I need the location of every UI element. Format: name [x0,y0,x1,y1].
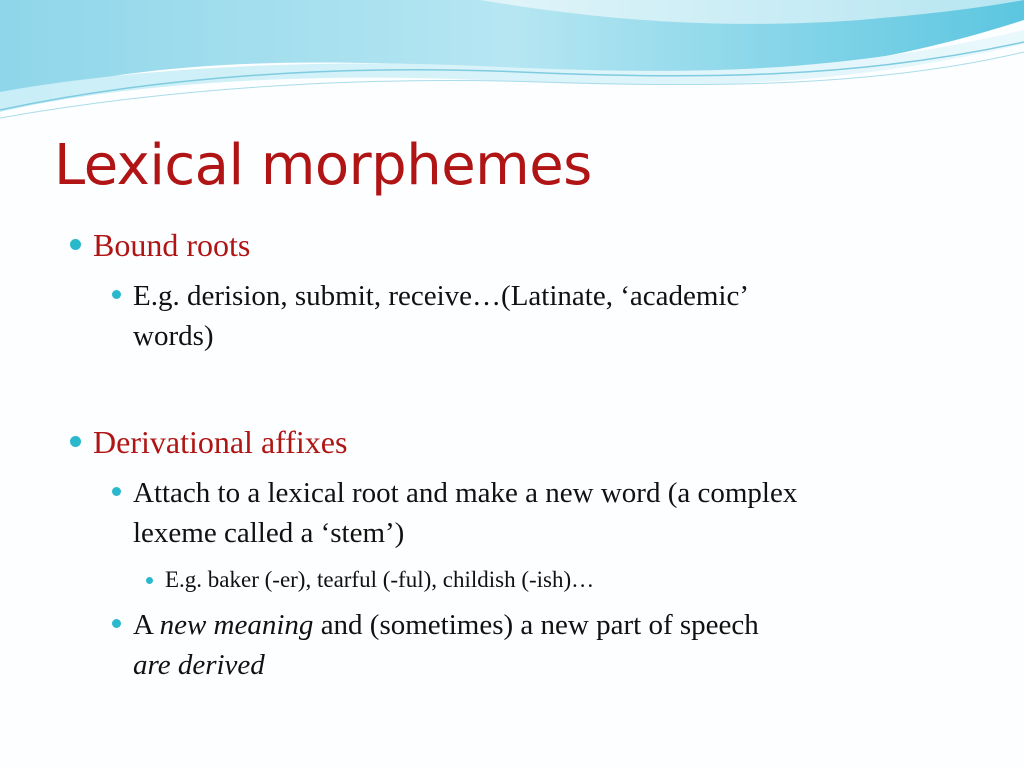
bullet-dot-icon [112,619,121,628]
slide-title: Lexical morphemes [54,133,592,198]
bullet-text-line2: lexeme called a ‘stem’) [133,517,405,549]
emphasis-new-meaning: new meaning [159,609,314,641]
bullet-heading: Bound roots [93,227,251,263]
wave-header-decoration [0,0,1024,130]
bullet-attach-root [133,473,797,553]
bullet-bound-roots [93,225,250,265]
bullet-affix-examples [165,565,594,595]
bullet-text-line1: Attach to a lexical root and make a new word (a complex [133,477,798,509]
bullet-derivational-affixes [93,422,347,462]
bullet-dot-icon [112,487,121,496]
bullet-dot-icon [70,239,81,250]
bullet-dot-icon [112,290,121,299]
bullet-dot-icon [146,577,153,584]
bullet-heading: Derivational affixes [93,424,348,460]
bullet-prefix: A [133,609,160,641]
bullet-text: E.g. baker (-er), tearful (-ful), childish (-ish)… [165,567,595,592]
bullet-middle: and (sometimes) a new part of speech [313,609,759,641]
bullet-dot-icon [70,436,81,447]
bullet-text-line1: E.g. derision, submit, receive…(Latinate, ‘academic’ [133,280,749,312]
bullet-text-line2: words) [133,320,214,352]
bullet-new-meaning [133,605,759,685]
emphasis-are-derived: are derived [133,649,265,681]
bullet-bound-roots-example [133,276,749,356]
